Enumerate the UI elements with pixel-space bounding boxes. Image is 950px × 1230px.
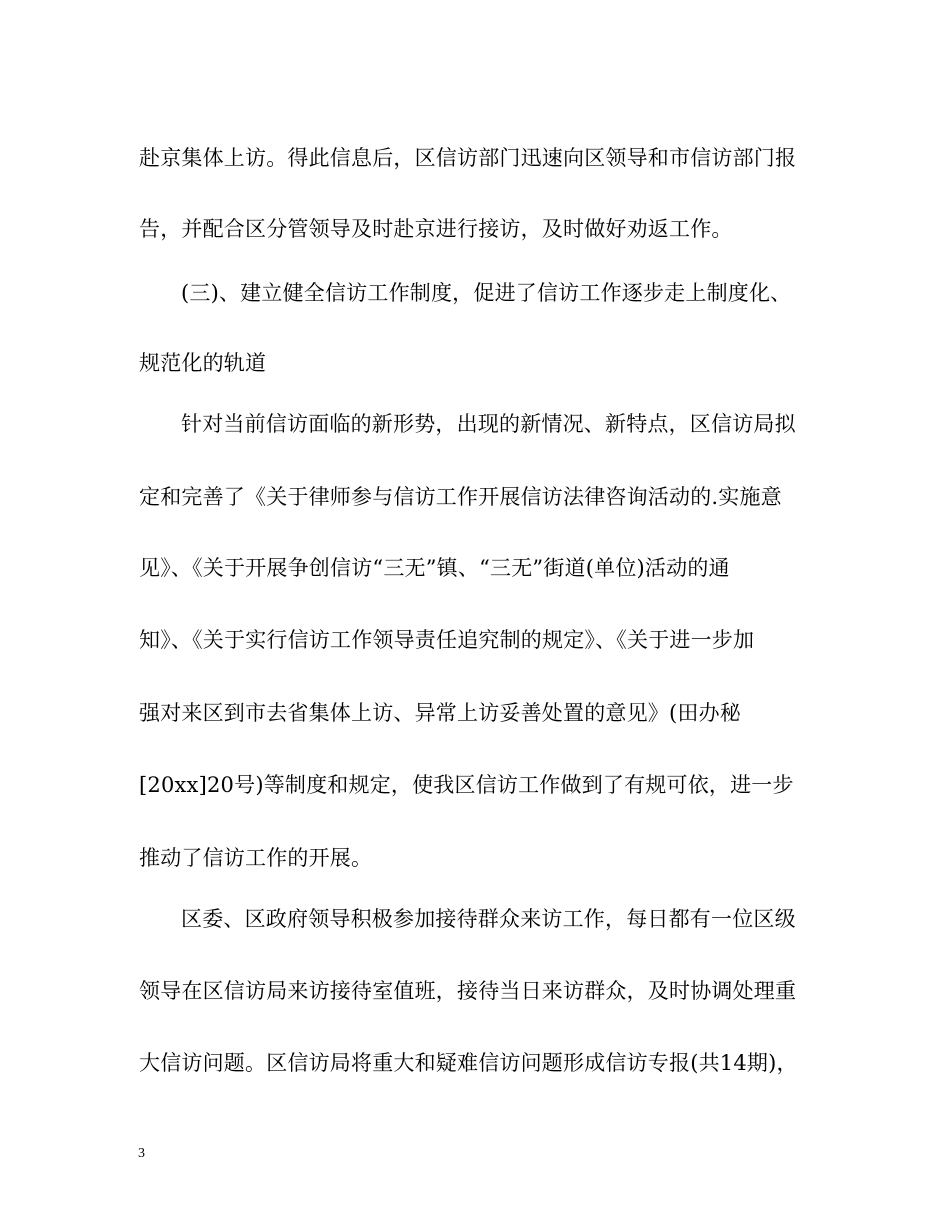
body-text-line: 知》、《关于实行信访工作领导责任追究制的规定》、《关于进一步加 (139, 628, 755, 652)
section-heading-line: 规范化的轨道 (139, 351, 267, 375)
body-text-line: 赴京集体上访。得此信息后，区信访部门迅速向区领导和市信访部门报 (139, 146, 797, 170)
body-text-line: [20xx]20号)等制度和规定，使我区信访工作做到了有规可依，进一步 (139, 773, 794, 797)
body-text-line: 区委、区政府领导积极参加接待群众来访工作，每日都有一位区级 (181, 907, 796, 931)
body-text-line: 推动了信访工作的开展。 (139, 846, 373, 870)
section-heading-line: (三)、建立健全信访工作制度，促进了信访工作逐步走上制度化、 (181, 281, 792, 305)
page-number: 3 (138, 1146, 145, 1161)
body-text-line: 大信访问题。区信访局将重大和疑难信访问题形成信访专报(共14期)， (139, 1051, 798, 1075)
body-text-line: 领导在区信访局来访接待室值班，接待当日来访群众，及时协调处理重 (139, 979, 797, 1003)
body-text-line: 强对来区到市去省集体上访、异常上访妥善处置的意见》(田办秘 (139, 701, 741, 725)
body-text-line: 定和完善了《关于律师参与信访工作开展信访法律咨询活动的.实施意 (139, 485, 782, 509)
body-text-line: 针对当前信访面临的新形势，出现的新情况、新特点，区信访局拟 (181, 412, 796, 436)
body-text-line: 告，并配合区分管领导及时赴京进行接访，及时做好劝返工作。 (139, 217, 733, 241)
body-text-line: 见》、《关于开展争创信访“三无”镇、“三无”街道(单位)活动的通 (139, 556, 730, 580)
